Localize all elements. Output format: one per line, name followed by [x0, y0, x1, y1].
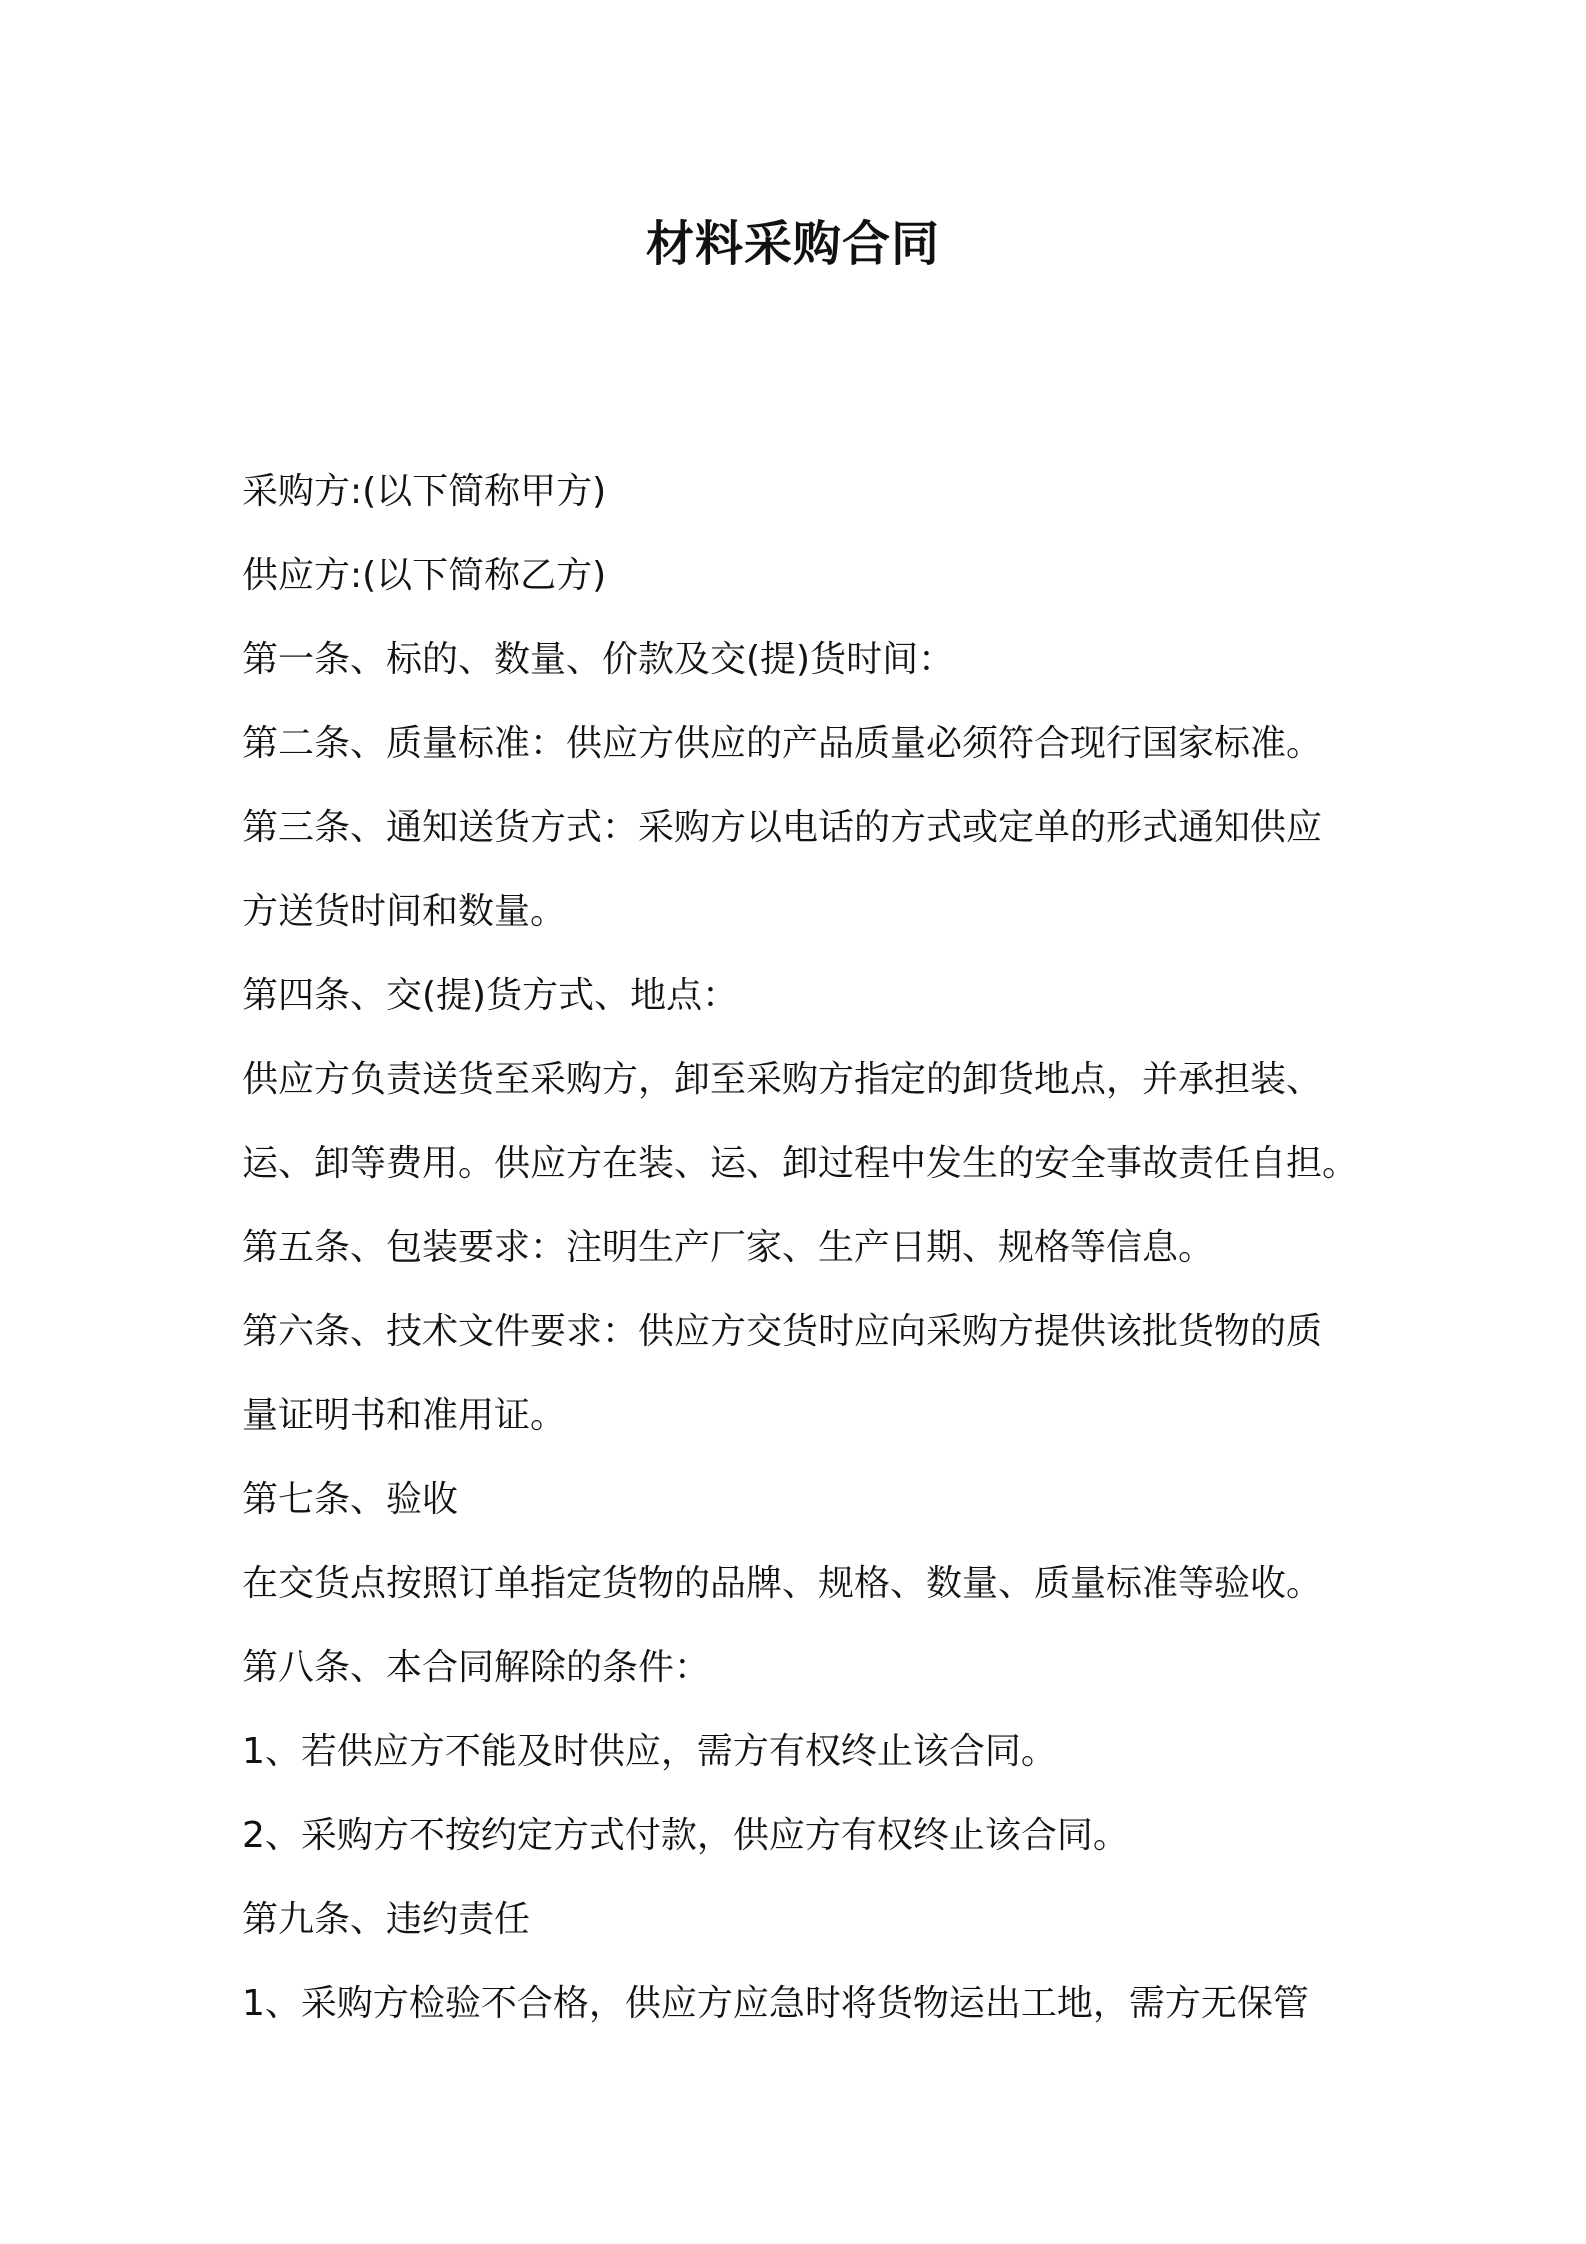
article-8-item-2: 2、采购方不按约定方式付款，供应方有权终止该合同。: [242, 1815, 1129, 1856]
document-title: 材料采购合同: [645, 216, 940, 272]
article-2-text: 第二条、质量标准：供应方供应的产品质量必须符合现行国家标准。: [242, 723, 1323, 764]
article-4-text-cont: 运、卸等费用。供应方在装、运、卸过程中发生的安全事故责任自担。: [242, 1143, 1359, 1184]
document-body: [242, 450, 1362, 2046]
party-supplier-line: 供应方:(以下简称乙方): [242, 555, 607, 596]
party-buyer-line: 采购方:(以下简称甲方): [242, 471, 607, 512]
article-7-heading: 第七条、验收: [242, 1479, 459, 1520]
article-7-text: 在交货点按照订单指定货物的品牌、规格、数量、质量标准等验收。: [242, 1563, 1323, 1604]
article-1-heading: 第一条、标的、数量、价款及交(提)货时间：: [242, 639, 955, 680]
article-5-text: 第五条、包装要求：注明生产厂家、生产日期、规格等信息。: [242, 1227, 1215, 1268]
article-3-text-cont: 方送货时间和数量。: [242, 891, 567, 932]
article-6-text: 第六条、技术文件要求：供应方交货时应向采购方提供该批货物的质: [242, 1311, 1323, 1352]
article-4-heading: 第四条、交(提)货方式、地点：: [242, 975, 739, 1016]
article-9-item-1: 1、采购方检验不合格，供应方应急时将货物运出工地，需方无保管: [242, 1983, 1309, 2024]
article-8-item-1: 1、若供应方不能及时供应，需方有权终止该合同。: [242, 1731, 1057, 1772]
article-8-heading: 第八条、本合同解除的条件：: [242, 1647, 711, 1688]
article-3-text: 第三条、通知送货方式：采购方以电话的方式或定单的形式通知供应: [242, 807, 1323, 848]
article-6-text-cont: 量证明书和准用证。: [242, 1395, 567, 1436]
article-9-heading: 第九条、违约责任: [242, 1899, 531, 1940]
article-4-text: 供应方负责送货至采购方，卸至采购方指定的卸货地点，并承担装、: [242, 1059, 1323, 1100]
